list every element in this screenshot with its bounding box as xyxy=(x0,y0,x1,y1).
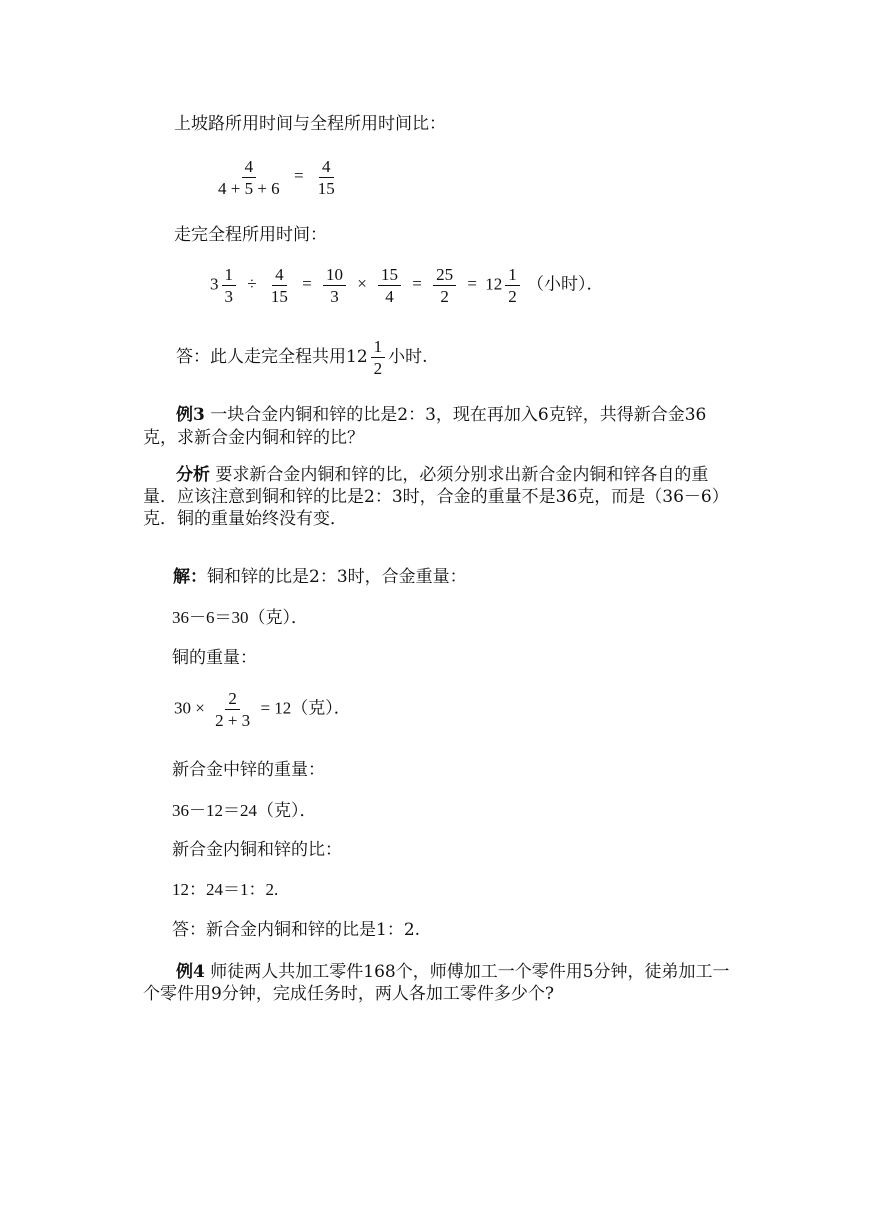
calc-copper xyxy=(174,690,351,729)
example-3-line-1 xyxy=(176,405,706,425)
analysis-line-3: 克．铜的重量始终没有变． xyxy=(143,509,347,529)
fraction xyxy=(315,158,338,197)
divide-sign: ÷ xyxy=(247,274,257,294)
equation-total-time xyxy=(210,266,603,305)
denominator: 3 xyxy=(330,287,339,306)
fraction xyxy=(215,158,283,197)
answer-text: 答：此人走完全程共用12 xyxy=(176,347,368,367)
equation-ratio xyxy=(212,158,341,197)
example-3-line-2: 克，求新合金内铜和锌的比？ xyxy=(143,428,364,448)
answer-line: 答：新合金内铜和锌的比是1：2. xyxy=(172,920,421,940)
fraction xyxy=(268,266,291,305)
analysis-line-2: 量．应该注意到铜和锌的比是2：3时，合金的重量不是36克，而是（36－6） xyxy=(143,487,729,507)
answer-line xyxy=(176,338,428,377)
analysis-text: 要求新合金内铜和锌的比，必须分别求出新合金内铜和锌各自的重 xyxy=(215,465,709,485)
calc-line: 36－12＝24（克）． xyxy=(172,801,317,820)
denominator: 3 xyxy=(224,287,233,306)
calc-text: 30 × xyxy=(174,698,205,718)
numerator: 1 xyxy=(505,266,520,286)
times-sign: × xyxy=(357,274,367,294)
calc-text: = 12（克）． xyxy=(260,698,351,718)
text-line: 新合金内铜和锌的比： xyxy=(172,840,342,860)
numerator: 4 xyxy=(319,158,334,178)
analysis-label: 分析 xyxy=(176,465,210,485)
text-line: 上坡路所用时间与全程所用时间比： xyxy=(174,114,446,134)
denominator: 15 xyxy=(270,287,288,306)
numerator: 15 xyxy=(378,266,401,286)
fraction xyxy=(222,266,237,305)
whole-number: 3 xyxy=(210,274,219,294)
analysis-line-1 xyxy=(176,465,708,485)
example-label: 例3 xyxy=(176,405,205,425)
equals-sign: = xyxy=(293,166,304,186)
denominator: 2 xyxy=(508,287,517,306)
example-4-line-2: 个零件用9分钟，完成任务时，两人各加工零件多少个? xyxy=(143,984,554,1004)
denominator: 2 xyxy=(440,287,449,306)
numerator: 1 xyxy=(222,266,237,286)
calc-line: 12：24＝1：2. xyxy=(172,880,279,899)
text-line: 铜的重量： xyxy=(172,648,257,668)
answer-text: 小时. xyxy=(388,347,428,367)
fraction xyxy=(371,338,386,377)
fraction xyxy=(378,266,401,305)
denominator: 4 xyxy=(385,287,394,306)
equals-sign: = xyxy=(467,274,477,294)
fraction xyxy=(323,266,346,305)
numerator: 1 xyxy=(371,338,386,358)
numerator: 10 xyxy=(323,266,346,286)
example-label: 例4 xyxy=(176,962,205,982)
fraction xyxy=(433,266,456,305)
numerator: 2 xyxy=(225,690,240,710)
numerator: 4 xyxy=(272,266,287,286)
equals-sign: = xyxy=(302,274,312,294)
fraction xyxy=(505,266,520,305)
example-4-line-1 xyxy=(176,962,730,982)
solution-label: 解： xyxy=(173,567,207,587)
example-text: 一块合金内铜和锌的比是2：3，现在再加入6克锌，共得新合金36 xyxy=(210,405,707,425)
denominator: 4 + 5 + 6 xyxy=(218,179,280,198)
whole-number: 12 xyxy=(485,274,503,294)
equals-sign: = xyxy=(412,274,422,294)
text-line: 新合金中锌的重量： xyxy=(172,760,325,780)
numerator: 4 xyxy=(242,158,257,178)
unit-text: （小时）． xyxy=(526,274,604,294)
solution-text: 铜和锌的比是2：3时，合金重量： xyxy=(207,567,467,587)
denominator: 2 xyxy=(373,359,383,378)
solution-line-1 xyxy=(173,567,467,587)
denominator: 15 xyxy=(317,179,335,198)
fraction xyxy=(212,690,253,729)
example-text: 师徒两人共加工零件168个，师傅加工一个零件用5分钟，徒弟加工一 xyxy=(210,962,730,982)
calc-line: 36－6＝30（克）． xyxy=(172,608,308,627)
numerator: 25 xyxy=(433,266,456,286)
text-line: 走完全程所用时间： xyxy=(174,225,327,245)
denominator: 2 + 3 xyxy=(215,711,251,730)
